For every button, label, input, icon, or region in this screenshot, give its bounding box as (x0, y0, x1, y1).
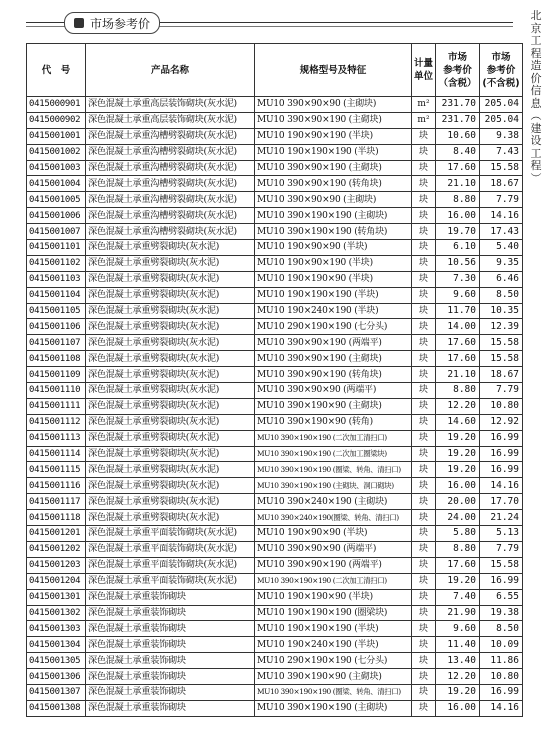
cell-price-without-tax: 16.99 (480, 430, 523, 446)
tab-bullet-icon (74, 18, 84, 28)
table-header-row (27, 44, 523, 97)
side-title-char: 程 (530, 46, 542, 60)
table-row (27, 303, 523, 319)
cell-name: 深色混凝土承重劈裂砌块(灰水泥) (86, 240, 255, 256)
cell-code: 0415001301 (27, 589, 86, 605)
table-row (27, 176, 523, 192)
cell-price-with-tax: 9.60 (436, 287, 480, 303)
cell-spec: MU10 390×190×90 (主砌块) (255, 398, 412, 414)
cell-name: 深色混凝土承重沟槽劈裂砌块(灰水泥) (86, 128, 255, 144)
cell-unit: 块 (412, 589, 436, 605)
cell-code: 0415001003 (27, 160, 86, 176)
cell-price-without-tax: 15.58 (480, 351, 523, 367)
side-title-char: 息 (530, 96, 542, 110)
table-row (27, 446, 523, 462)
table-row (27, 224, 523, 240)
cell-spec: MU10 390×190×190 (圈梁、转角、清扫口) (255, 462, 412, 478)
cell-unit: 块 (412, 351, 436, 367)
cell-code: 0415001303 (27, 621, 86, 637)
cell-code: 0415001117 (27, 494, 86, 510)
cell-code: 0415001114 (27, 446, 86, 462)
cell-price-without-tax: 12.39 (480, 319, 523, 335)
cell-spec: MU10 190×90×90 (半块) (255, 526, 412, 542)
table-row (27, 383, 523, 399)
cell-price-with-tax: 19.20 (436, 430, 480, 446)
cell-name: 深色混凝土承重劈裂砌块(灰水泥) (86, 430, 255, 446)
cell-price-without-tax: 10.09 (480, 637, 523, 653)
cell-price-without-tax: 15.58 (480, 557, 523, 573)
cell-price-without-tax: 10.80 (480, 398, 523, 414)
cell-code: 0415001103 (27, 271, 86, 287)
cell-price-without-tax: 16.99 (480, 573, 523, 589)
side-title-char: 工 (530, 34, 542, 47)
cell-unit: 块 (412, 160, 436, 176)
cell-spec: MU10 390×240×190 (主砌块) (255, 494, 412, 510)
cell-price-with-tax: 17.60 (436, 351, 480, 367)
cell-price-without-tax: 16.99 (480, 684, 523, 700)
table-row (27, 144, 523, 160)
cell-unit: 块 (412, 684, 436, 700)
table-row (27, 398, 523, 414)
cell-price-with-tax: 9.60 (436, 621, 480, 637)
cell-spec: MU10 390×90×90 (两端平) (255, 541, 412, 557)
table-row (27, 700, 523, 716)
cell-spec: MU10 390×90×190 (主砌块) (255, 160, 412, 176)
cell-price-without-tax: 15.58 (480, 160, 523, 176)
cell-price-without-tax: 7.79 (480, 383, 523, 399)
cell-name: 深色混凝土承重劈裂砌块(灰水泥) (86, 462, 255, 478)
cell-code: 0415001105 (27, 303, 86, 319)
cell-price-without-tax: 14.16 (480, 478, 523, 494)
cell-unit: 块 (412, 414, 436, 430)
cell-code: 0415001002 (27, 144, 86, 160)
cell-price-without-tax: 9.35 (480, 255, 523, 271)
table-row (27, 112, 523, 128)
cell-spec: MU10 390×190×190 (主砌块) (255, 208, 412, 224)
cell-unit: 块 (412, 478, 436, 494)
cell-spec: MU10 390×190×190 (转角块) (255, 224, 412, 240)
table-row (27, 621, 523, 637)
table-row (27, 589, 523, 605)
cell-name: 深色混凝土承重劈裂砌块(灰水泥) (86, 478, 255, 494)
cell-unit: 块 (412, 287, 436, 303)
cell-price-with-tax: 5.80 (436, 526, 480, 542)
cell-price-with-tax: 21.10 (436, 176, 480, 192)
cell-spec: MU10 190×90×90 (半块) (255, 240, 412, 256)
cell-price-with-tax: 21.90 (436, 605, 480, 621)
cell-price-with-tax: 13.40 (436, 653, 480, 669)
cell-unit: 块 (412, 557, 436, 573)
cell-price-without-tax: 18.67 (480, 176, 523, 192)
cell-price-without-tax: 205.04 (480, 97, 523, 113)
cell-price-with-tax: 24.00 (436, 510, 480, 526)
cell-name: 深色混凝土承重劈裂砌块(灰水泥) (86, 255, 255, 271)
cell-name: 深色混凝土承重装饰砌块 (86, 605, 255, 621)
cell-price-without-tax: 5.40 (480, 240, 523, 256)
side-title-char: 京 (530, 21, 542, 35)
cell-name: 深色混凝土承重装饰砌块 (86, 669, 255, 685)
cell-spec: MU10 390×190×190 (二次加工圈梁块) (255, 446, 412, 462)
cell-spec: MU10 390×190×90 (转角) (255, 414, 412, 430)
header-price-with-tax: 市场 参考价 （含税） (436, 44, 480, 97)
table-row (27, 240, 523, 256)
cell-unit: 块 (412, 319, 436, 335)
cell-spec: MU10 390×90×90 (主砌块) (255, 192, 412, 208)
table-row (27, 557, 523, 573)
cell-spec: MU10 390×190×190 (二次加工清扫口) (255, 430, 412, 446)
cell-code: 0415000901 (27, 97, 86, 113)
cell-price-without-tax: 17.70 (480, 494, 523, 510)
cell-spec: MU10 390×190×190 (主砌块) (255, 700, 412, 716)
cell-code: 0415001102 (27, 255, 86, 271)
cell-price-with-tax: 8.40 (436, 144, 480, 160)
cell-price-with-tax: 20.00 (436, 494, 480, 510)
cell-spec: MU10 190×90×190 (半块) (255, 255, 412, 271)
cell-code: 0415001118 (27, 510, 86, 526)
table-row (27, 510, 523, 526)
table-row (27, 684, 523, 700)
cell-price-with-tax: 8.80 (436, 192, 480, 208)
cell-price-without-tax: 205.04 (480, 112, 523, 128)
cell-spec: MU10 190×190×190 (半块) (255, 621, 412, 637)
cell-spec: MU10 390×90×190 (转角块) (255, 176, 412, 192)
table-row (27, 414, 523, 430)
cell-code: 0415001104 (27, 287, 86, 303)
cell-spec: MU10 290×190×190 (七分头) (255, 653, 412, 669)
cell-price-without-tax: 6.46 (480, 271, 523, 287)
cell-price-without-tax: 18.67 (480, 367, 523, 383)
cell-code: 0415001201 (27, 526, 86, 542)
side-title-char: 造 (530, 59, 542, 72)
cell-price-without-tax: 11.86 (480, 653, 523, 669)
cell-spec: MU10 190×190×90 (半块) (255, 271, 412, 287)
table-row (27, 287, 523, 303)
table-row (27, 478, 523, 494)
cell-spec: MU10 390×190×190 (主砌块、洞口砌块) (255, 478, 412, 494)
cell-name: 深色混凝土承重装饰砌块 (86, 621, 255, 637)
cell-name: 深色混凝土承重平面装饰砌块(灰水泥) (86, 557, 255, 573)
cell-name: 深色混凝土承重劈裂砌块(灰水泥) (86, 398, 255, 414)
cell-name: 深色混凝土承重装饰砌块 (86, 700, 255, 716)
side-title-char: 价 (530, 71, 542, 85)
cell-name: 深色混凝土承重劈裂砌块(灰水泥) (86, 510, 255, 526)
cell-spec: MU10 390×190×190 (圈梁、转角、清扫口) (255, 684, 412, 700)
cell-spec: MU10 190×90×190 (半块) (255, 128, 412, 144)
cell-price-without-tax: 16.99 (480, 446, 523, 462)
cell-price-with-tax: 231.70 (436, 112, 480, 128)
header-price-without-tax: 市场 参考价 (不含税) (480, 44, 523, 97)
cell-price-with-tax: 12.20 (436, 398, 480, 414)
cell-spec: MU10 390×90×190 (两端平) (255, 335, 412, 351)
cell-code: 0415001109 (27, 367, 86, 383)
cell-price-with-tax: 19.20 (436, 462, 480, 478)
cell-name: 深色混凝土承重劈裂砌块(灰水泥) (86, 319, 255, 335)
cell-name: 深色混凝土承重装饰砌块 (86, 589, 255, 605)
cell-name: 深色混凝土承重劈裂砌块(灰水泥) (86, 367, 255, 383)
section-tab (64, 12, 160, 34)
cell-unit: 块 (412, 240, 436, 256)
cell-price-with-tax: 19.20 (436, 446, 480, 462)
cell-unit: 块 (412, 700, 436, 716)
cell-spec: MU10 190×240×190 (半块) (255, 303, 412, 319)
cell-price-without-tax: 16.99 (480, 462, 523, 478)
cell-spec: MU10 190×190×190 (圈梁块) (255, 605, 412, 621)
table-row (27, 192, 523, 208)
cell-price-without-tax: 9.38 (480, 128, 523, 144)
cell-name: 深色混凝土承重沟槽劈裂砌块(灰水泥) (86, 160, 255, 176)
cell-price-with-tax: 10.60 (436, 128, 480, 144)
cell-price-without-tax: 7.79 (480, 541, 523, 557)
cell-code: 0415001304 (27, 637, 86, 653)
cell-price-with-tax: 11.40 (436, 637, 480, 653)
cell-price-without-tax: 12.92 (480, 414, 523, 430)
cell-unit: 块 (412, 208, 436, 224)
cell-price-with-tax: 17.60 (436, 557, 480, 573)
table-row (27, 669, 523, 685)
cell-price-with-tax: 14.00 (436, 319, 480, 335)
cell-unit: 块 (412, 494, 436, 510)
cell-price-with-tax: 8.80 (436, 541, 480, 557)
cell-code: 0415001112 (27, 414, 86, 430)
cell-unit: 块 (412, 462, 436, 478)
cell-unit: 块 (412, 176, 436, 192)
cell-name: 深色混凝土承重平面装饰砌块(灰水泥) (86, 541, 255, 557)
cell-name: 深色混凝土承重平面装饰砌块(灰水泥) (86, 526, 255, 542)
cell-price-with-tax: 7.40 (436, 589, 480, 605)
cell-code: 0415001005 (27, 192, 86, 208)
cell-code: 0415001007 (27, 224, 86, 240)
side-title-char: ︵ (530, 109, 542, 122)
cell-unit: 块 (412, 367, 436, 383)
cell-code: 0415001107 (27, 335, 86, 351)
cell-price-without-tax: 14.16 (480, 700, 523, 716)
cell-unit: 块 (412, 669, 436, 685)
side-title-char: 工 (530, 146, 542, 160)
cell-code: 0415001110 (27, 383, 86, 399)
cell-unit: 块 (412, 446, 436, 462)
cell-code: 0415000902 (27, 112, 86, 128)
cell-unit: 块 (412, 255, 436, 271)
cell-code: 0415001101 (27, 240, 86, 256)
cell-name: 深色混凝土承重劈裂砌块(灰水泥) (86, 446, 255, 462)
cell-spec: MU10 290×190×190 (七分头) (255, 319, 412, 335)
cell-name: 深色混凝土承重劈裂砌块(灰水泥) (86, 303, 255, 319)
cell-price-with-tax: 12.20 (436, 669, 480, 685)
cell-unit: 块 (412, 128, 436, 144)
cell-name: 深色混凝土承重沟槽劈裂砌块(灰水泥) (86, 176, 255, 192)
cell-unit: 块 (412, 526, 436, 542)
cell-name: 深色混凝土承重劈裂砌块(灰水泥) (86, 271, 255, 287)
cell-name: 深色混凝土承重劈裂砌块(灰水泥) (86, 287, 255, 303)
cell-code: 0415001305 (27, 653, 86, 669)
section-tab-label: 市场参考价 (89, 16, 150, 31)
cell-name: 深色混凝土承重装饰砌块 (86, 637, 255, 653)
cell-price-with-tax: 11.70 (436, 303, 480, 319)
cell-price-without-tax: 5.13 (480, 526, 523, 542)
cell-spec: MU10 190×190×90 (半块) (255, 589, 412, 605)
cell-spec: MU10 390×90×90 (主砌块) (255, 97, 412, 113)
cell-name: 深色混凝土承重高层装饰砌块(灰水泥) (86, 97, 255, 113)
table-row (27, 97, 523, 113)
cell-spec: MU10 390×190×190 (二次加工清扫口) (255, 573, 412, 589)
side-title (527, 10, 545, 185)
cell-code: 0415001004 (27, 176, 86, 192)
table-row (27, 573, 523, 589)
cell-price-without-tax: 8.50 (480, 287, 523, 303)
cell-price-without-tax: 8.50 (480, 621, 523, 637)
side-title-char: 程 (530, 159, 542, 172)
cell-code: 0415001202 (27, 541, 86, 557)
table-row (27, 526, 523, 542)
cell-name: 深色混凝土承重沟槽劈裂砌块(灰水泥) (86, 192, 255, 208)
cell-unit: 块 (412, 383, 436, 399)
side-title-char: 建 (530, 121, 542, 135)
cell-price-with-tax: 8.80 (436, 383, 480, 399)
cell-price-with-tax: 19.20 (436, 573, 480, 589)
cell-price-without-tax: 10.80 (480, 669, 523, 685)
table-row (27, 367, 523, 383)
cell-unit: m² (412, 112, 436, 128)
table-row (27, 430, 523, 446)
cell-spec: MU10 390×240×190(圈梁、转角、清扫口) (255, 510, 412, 526)
side-title-char: 信 (530, 84, 542, 97)
cell-price-without-tax: 14.16 (480, 208, 523, 224)
cell-spec: MU10 390×90×190 (两端平) (255, 557, 412, 573)
cell-price-with-tax: 16.00 (436, 478, 480, 494)
cell-unit: 块 (412, 303, 436, 319)
cell-code: 0415001116 (27, 478, 86, 494)
table-row (27, 319, 523, 335)
table-row (27, 541, 523, 557)
price-table (26, 43, 523, 717)
cell-name: 深色混凝土承重劈裂砌块(灰水泥) (86, 494, 255, 510)
cell-name: 深色混凝土承重劈裂砌块(灰水泥) (86, 383, 255, 399)
table-row (27, 255, 523, 271)
cell-name: 深色混凝土承重装饰砌块 (86, 653, 255, 669)
cell-unit: 块 (412, 605, 436, 621)
cell-code: 0415001108 (27, 351, 86, 367)
cell-unit: 块 (412, 271, 436, 287)
cell-price-with-tax: 16.00 (436, 208, 480, 224)
cell-spec: MU10 390×190×90 (主砌块) (255, 669, 412, 685)
cell-unit: 块 (412, 335, 436, 351)
cell-unit: 块 (412, 430, 436, 446)
cell-unit: 块 (412, 192, 436, 208)
cell-price-with-tax: 10.56 (436, 255, 480, 271)
cell-code: 0415001106 (27, 319, 86, 335)
cell-name: 深色混凝土承重高层装饰砌块(灰水泥) (86, 112, 255, 128)
cell-price-with-tax: 21.10 (436, 367, 480, 383)
cell-name: 深色混凝土承重装饰砌块 (86, 684, 255, 700)
cell-price-with-tax: 14.60 (436, 414, 480, 430)
cell-unit: 块 (412, 144, 436, 160)
cell-code: 0415001113 (27, 430, 86, 446)
cell-name: 深色混凝土承重沟槽劈裂砌块(灰水泥) (86, 208, 255, 224)
cell-unit: 块 (412, 637, 436, 653)
table-row (27, 335, 523, 351)
cell-price-without-tax: 17.43 (480, 224, 523, 240)
table-row (27, 160, 523, 176)
cell-code: 0415001111 (27, 398, 86, 414)
header-code: 代 号 (27, 44, 86, 97)
cell-spec: MU10 390×90×190 (主砌块) (255, 112, 412, 128)
header-unit: 计量 单位 (412, 44, 436, 97)
cell-spec: MU10 390×90×190 (主砌块) (255, 351, 412, 367)
cell-spec: MU10 390×90×90 (两端平) (255, 383, 412, 399)
table-row (27, 271, 523, 287)
cell-price-without-tax: 7.43 (480, 144, 523, 160)
cell-spec: MU10 190×190×190 (半块) (255, 144, 412, 160)
cell-name: 深色混凝土承重劈裂砌块(灰水泥) (86, 335, 255, 351)
side-title-char: 北 (530, 9, 542, 22)
cell-price-with-tax: 231.70 (436, 97, 480, 113)
cell-code: 0415001308 (27, 700, 86, 716)
cell-name: 深色混凝土承重劈裂砌块(灰水泥) (86, 351, 255, 367)
cell-price-without-tax: 21.24 (480, 510, 523, 526)
cell-price-without-tax: 6.55 (480, 589, 523, 605)
cell-code: 0415001115 (27, 462, 86, 478)
cell-price-with-tax: 6.10 (436, 240, 480, 256)
table-row (27, 351, 523, 367)
cell-code: 0415001302 (27, 605, 86, 621)
table-row (27, 462, 523, 478)
header-spec: 规格型号及特征 (255, 44, 412, 97)
side-title-char: ︶ (530, 171, 542, 185)
cell-price-without-tax: 19.38 (480, 605, 523, 621)
cell-unit: m² (412, 97, 436, 113)
cell-unit: 块 (412, 541, 436, 557)
cell-price-without-tax: 10.35 (480, 303, 523, 319)
table-row (27, 637, 523, 653)
cell-spec: MU10 190×240×190 (半块) (255, 637, 412, 653)
table-row (27, 494, 523, 510)
cell-spec: MU10 190×190×190 (半块) (255, 287, 412, 303)
cell-spec: MU10 390×90×190 (转角块) (255, 367, 412, 383)
cell-unit: 块 (412, 224, 436, 240)
table-row (27, 128, 523, 144)
table-row (27, 208, 523, 224)
cell-name: 深色混凝土承重平面装饰砌块(灰水泥) (86, 573, 255, 589)
cell-unit: 块 (412, 621, 436, 637)
table-row (27, 605, 523, 621)
cell-code: 0415001307 (27, 684, 86, 700)
header-name: 产品名称 (86, 44, 255, 97)
side-title-char: 设 (530, 134, 542, 147)
cell-price-without-tax: 15.58 (480, 335, 523, 351)
cell-price-with-tax: 17.60 (436, 335, 480, 351)
cell-name: 深色混凝土承重沟槽劈裂砌块(灰水泥) (86, 224, 255, 240)
cell-unit: 块 (412, 573, 436, 589)
cell-price-with-tax: 7.30 (436, 271, 480, 287)
table-row (27, 653, 523, 669)
cell-code: 0415001001 (27, 128, 86, 144)
cell-code: 0415001306 (27, 669, 86, 685)
cell-code: 0415001203 (27, 557, 86, 573)
cell-price-with-tax: 17.60 (436, 160, 480, 176)
cell-name: 深色混凝土承重劈裂砌块(灰水泥) (86, 414, 255, 430)
cell-code: 0415001204 (27, 573, 86, 589)
cell-unit: 块 (412, 653, 436, 669)
cell-price-with-tax: 16.00 (436, 700, 480, 716)
cell-unit: 块 (412, 510, 436, 526)
cell-code: 0415001006 (27, 208, 86, 224)
cell-name: 深色混凝土承重沟槽劈裂砌块(灰水泥) (86, 144, 255, 160)
cell-unit: 块 (412, 398, 436, 414)
cell-price-with-tax: 19.20 (436, 684, 480, 700)
cell-price-without-tax: 7.79 (480, 192, 523, 208)
cell-price-with-tax: 19.70 (436, 224, 480, 240)
